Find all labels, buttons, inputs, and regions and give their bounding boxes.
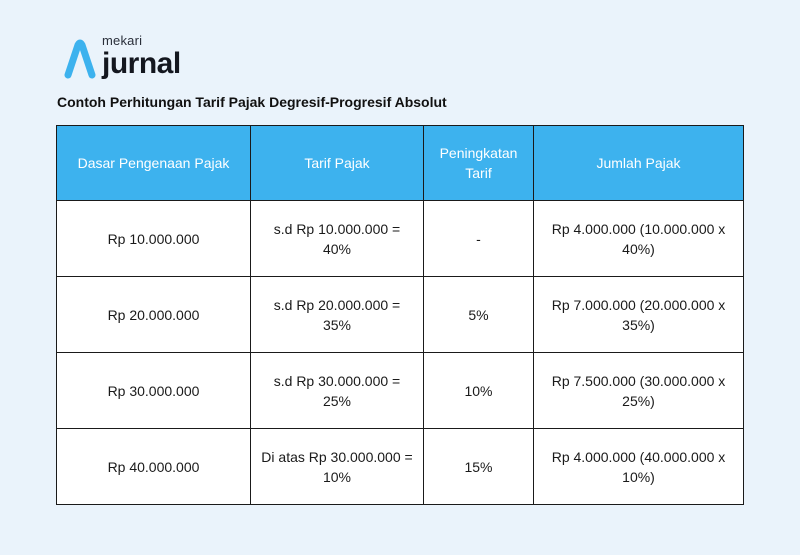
cell-peningkatan: 15%	[424, 429, 534, 505]
cell-jumlah: Rp 4.000.000 (10.000.000 x 40%)	[534, 201, 744, 277]
table-row	[57, 277, 744, 353]
cell-dasar-pengenaan: Rp 20.000.000	[57, 277, 251, 353]
table-row	[57, 201, 744, 277]
cell-dasar-pengenaan: Rp 30.000.000	[57, 353, 251, 429]
cell-jumlah: Rp 7.500.000 (30.000.000 x 25%)	[534, 353, 744, 429]
tax-table	[56, 125, 744, 505]
cell-jumlah: Rp 7.000.000 (20.000.000 x 35%)	[534, 277, 744, 353]
header-tarif-pajak: Tarif Pajak	[251, 126, 424, 201]
jurnal-logo-icon	[64, 39, 96, 79]
cell-dasar-pengenaan: Rp 10.000.000	[57, 201, 251, 277]
cell-peningkatan: 10%	[424, 353, 534, 429]
page-title: Contoh Perhitungan Tarif Pajak Degresif-Progresif Absolut	[57, 94, 447, 110]
cell-dasar-pengenaan: Rp 40.000.000	[57, 429, 251, 505]
header-peningkatan-tarif: Peningkatan Tarif	[424, 126, 534, 201]
cell-jumlah: Rp 4.000.000 (40.000.000 x 10%)	[534, 429, 744, 505]
header-dasar-pengenaan-pajak: Dasar Pengenaan Pajak	[57, 126, 251, 201]
cell-tarif: Di atas Rp 30.000.000 = 10%	[251, 429, 424, 505]
table-body	[57, 201, 744, 505]
table-row	[57, 353, 744, 429]
brand-small-text: mekari	[102, 33, 143, 48]
cell-tarif: s.d Rp 30.000.000 = 25%	[251, 353, 424, 429]
table-header	[57, 126, 744, 201]
brand-wordmark	[102, 34, 181, 79]
cell-peningkatan: 5%	[424, 277, 534, 353]
cell-peningkatan: -	[424, 201, 534, 277]
table-row	[57, 429, 744, 505]
cell-tarif: s.d Rp 10.000.000 = 40%	[251, 201, 424, 277]
brand-big-text: jurnal	[102, 47, 181, 80]
header-jumlah-pajak: Jumlah Pajak	[534, 126, 744, 201]
cell-tarif: s.d Rp 20.000.000 = 35%	[251, 277, 424, 353]
brand-logo	[64, 34, 181, 79]
header-row	[57, 126, 744, 201]
